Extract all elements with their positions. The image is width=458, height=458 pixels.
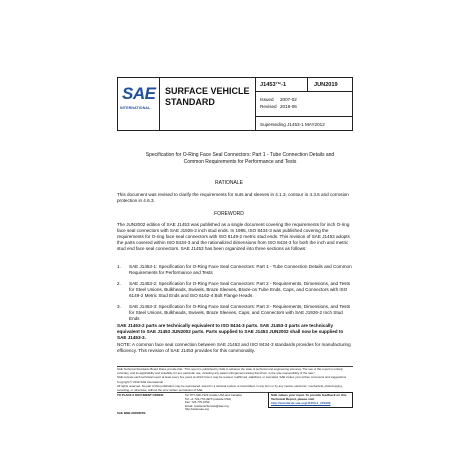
issued-label: Issued <box>260 97 274 102</box>
feedback-box <box>268 392 353 408</box>
contact-web[interactable]: http://www.sae.org <box>185 407 209 411</box>
sae-logo <box>118 78 160 130</box>
contact-fax: Fax: 724-776-0790 <box>185 400 210 404</box>
document-header <box>117 77 353 131</box>
rationale-text: This document was revised to clarify the requirements for nuts and sleeves in 4.1.3, contour in 4.3.6 and corrosion protection in 4.6.3. <box>117 192 349 203</box>
commonality-note: NOTE: A common face seal connection between SAE J1453 and ISO 8434-3 standards provides for manufacturing efficiency. This revision of SAE J1453 provides for this commonality. <box>117 342 351 353</box>
logo-subtext: INTERNATIONAL. <box>120 106 152 110</box>
issued-value: 2007-02 <box>280 97 297 102</box>
feedback-text: SAE values your input. To provide feedback on this Technical Report, please visit <box>271 393 347 401</box>
footer-copyright: Copyright © 2019 SAE International <box>117 380 163 384</box>
superseding-note: Superseding J1453-1 MAY2012 <box>256 116 352 132</box>
footer-rules-text: SAE Technical Standards Board Rules provide that: "This report is published by SAE to advance the state of technical and engineering sciences. The use of this report is entirely voluntary, and its applicability and suitability for any particular use, including any patent infringement arising therefrom, is the sole responsibility of the user." <box>117 367 343 375</box>
revised-value: 2019-06 <box>280 104 297 109</box>
feedback-link[interactable]: http://standards.sae.org/J1453-1_201906 <box>271 400 331 405</box>
logo-text: SAE <box>122 84 156 103</box>
standard-number: J1453™-1 <box>256 78 308 92</box>
order-label: TO PLACE A DOCUMENT ORDER: <box>117 393 164 397</box>
title-line-1: SURFACE VEHICLE <box>165 86 250 96</box>
list-item-text: SAE J1453-2: Specification for O-Ring Face Seal Connectors: Part 2 - Requirements, Dimensions, and Tests for Steel Unions, Bulkheads, Swivels, Braze Sleeves, Braze-on Tube Ends, Caps, and Connectors with ISO 6149-2 Metric Stud Ends and ISO 6162-4 Bolt Flange Heads <box>129 281 351 298</box>
document-subtitle: Specification for O-Ring Face Seal Connectors: Part 1 - Tube Connection Details and Common Requirements for Performance and Tests <box>145 152 335 165</box>
contact-email[interactable]: Email: CustomerService@sae.org <box>185 403 229 408</box>
contact-info <box>185 394 263 412</box>
standard-date: JUN2019 <box>308 78 352 92</box>
equivalence-note: SAE J1453-2 parts are technically equivalent to ISO 8434-3 parts. SAE J1453-3 parts are technically equivalent to SAE J1453 JUN2002 parts. Parts supplied to SAE J1453 JUN2002 shall now be supplied to SAE J1453-3. <box>117 323 344 340</box>
footer-review-text: SAE reviews each technical report at least every five years at which time it may be revised, reaffirmed, stabilized, or cancelled. SAE invites your written comments and suggestions. <box>117 375 347 379</box>
list-item-text: SAE J1453-1: Specification for O-Ring Face Seal Connectors: Part 1 - Tube Connection Details and Common Requirements for Performance and Tests <box>129 264 352 275</box>
rationale-heading: RATIONALE <box>215 180 243 186</box>
title-block <box>160 78 256 130</box>
title-line-2: STANDARD <box>165 97 215 107</box>
list-item-number: 1. <box>117 264 121 269</box>
footer-rights-text: All rights reserved. No part of this publication may be reproduced, stored in a retrieval system or transmitted, in any form or by any means, electronic, mechanical, photocopying, recording, or otherwise, without the prior written permission of SAE. <box>117 384 343 392</box>
list-item-number: 2. <box>117 281 121 286</box>
sae-web-address: SAE WEB ADDRESS: <box>117 411 147 415</box>
foreword-text: The JUN2002 edition of SAE J1453 was published as a single document covering the requirements for inch O-ring face seal connectors with SAE J1926-2 inch stud ends. In 1995, ISO 8434-3 was published covering the requirements for O-ring face seal connectors with ISO 6149-2 metric stud ends. This revision of SAE J1453 adopts the parts covered within ISO 8434-3 and the rationalized dimensions from ISO 8434-3 for both the inch and metric stud end face seal connectors. SAE J1453 has been organized into three sections as follows: <box>117 222 350 251</box>
revised-row <box>256 101 352 115</box>
revised-label: Revised <box>260 104 277 109</box>
contact-tel: Tel: 877-606-7323 (inside USA and Canada) <box>185 393 242 397</box>
list-item-text: SAE J1453-3: Specification for O-Ring Face Seal Connectors: Part 3 - Requirements, Dimensions, and Tests for Steel Unions, Bulkheads, Swivels, Braze Sleeves, Caps, and Connectors with SAE J1926-2 Inch Stud Ends <box>129 304 351 321</box>
document-type-title <box>165 86 253 108</box>
contact-tel-intl: Tel: +1 724-776-4970 (outside USA) <box>185 396 232 401</box>
foreword-heading: FOREWORD <box>214 211 244 217</box>
list-item-number: 3. <box>117 304 121 309</box>
